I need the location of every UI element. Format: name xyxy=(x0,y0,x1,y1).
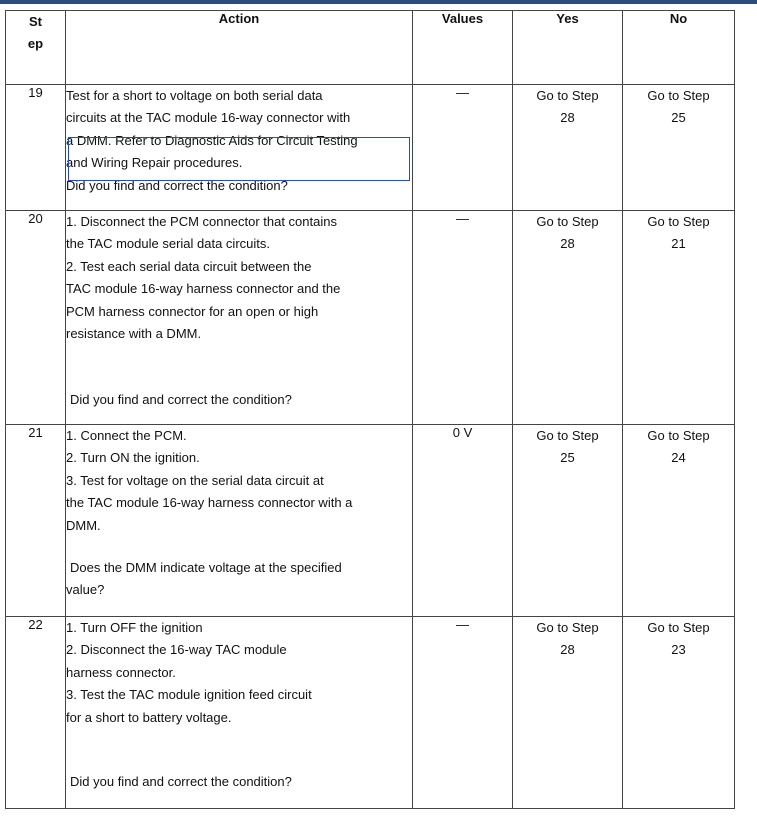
action-line: 1. Disconnect the PCM connector that contains xyxy=(66,214,337,229)
no-label: Go to Step xyxy=(647,620,710,635)
action-line: PCM harness connector for an open or high xyxy=(66,303,319,319)
table-row xyxy=(6,425,735,617)
action-line: circuits at the TAC module 16-way connector with xyxy=(66,110,351,126)
no-cell xyxy=(623,425,735,617)
no-step: 23 xyxy=(671,642,686,658)
table-row xyxy=(6,617,735,809)
yes-cell xyxy=(513,211,623,425)
table-row xyxy=(6,85,735,211)
action-cell xyxy=(66,425,413,617)
action-cell xyxy=(66,617,413,809)
header-values: Values xyxy=(413,11,513,85)
action-line: harness connector. xyxy=(66,664,176,680)
no-label: Go to Step xyxy=(647,88,710,103)
no-label: Go to Step xyxy=(647,214,710,229)
action-line: the TAC module 16-way harness connector with a xyxy=(66,495,353,511)
no-step: 21 xyxy=(671,236,686,252)
header-yes: Yes xyxy=(513,11,623,85)
value-cell: — xyxy=(413,617,513,809)
header-step xyxy=(6,11,66,85)
action-line: and Wiring Repair procedures. xyxy=(66,155,243,171)
question-line: Did you find and correct the condition? xyxy=(70,774,292,790)
yes-cell xyxy=(513,85,623,211)
yes-step: 28 xyxy=(560,236,575,252)
question-line: value? xyxy=(66,582,105,598)
yes-step: 28 xyxy=(560,110,575,126)
yes-cell xyxy=(513,617,623,809)
action-line: 1. Connect the PCM. xyxy=(66,428,187,443)
yes-label: Go to Step xyxy=(536,214,599,229)
value-cell: — xyxy=(413,211,513,425)
yes-step: 28 xyxy=(560,642,575,658)
action-line: 3. Test for voltage on the serial data circuit at xyxy=(66,472,324,488)
no-cell xyxy=(623,211,735,425)
value-cell: 0 V xyxy=(413,425,513,617)
question-line: Did you find and correct the condition? xyxy=(70,392,292,408)
no-step: 25 xyxy=(671,110,686,126)
step-number: 19 xyxy=(6,85,66,211)
action-line: 2. Test each serial data circuit between the xyxy=(66,258,312,274)
no-label: Go to Step xyxy=(647,428,710,443)
step-number: 20 xyxy=(6,211,66,425)
step-number: 22 xyxy=(6,617,66,809)
spacer xyxy=(66,345,412,389)
header-no: No xyxy=(623,11,735,85)
yes-label: Go to Step xyxy=(536,88,599,103)
table-row xyxy=(6,211,735,425)
question-line: Did you find and correct the condition? xyxy=(66,177,288,193)
action-line: 2. Disconnect the 16-way TAC module xyxy=(66,642,287,658)
yes-step: 25 xyxy=(560,450,575,466)
header-action: Action xyxy=(66,11,413,85)
action-line: resistance with a DMM. xyxy=(66,326,202,342)
step-number: 21 xyxy=(6,425,66,617)
action-line: DMM. xyxy=(66,517,101,533)
action-line: the TAC module serial data circuits. xyxy=(66,236,270,252)
yes-cell xyxy=(513,425,623,617)
action-line: 3. Test the TAC module ignition feed circuit xyxy=(66,687,312,703)
action-line: Test for a short to voltage on both serial data xyxy=(66,88,323,103)
spacer xyxy=(66,537,412,557)
yes-label: Go to Step xyxy=(536,620,599,635)
action-line: a DMM. Refer to Diagnostic Aids for Circuit Testing xyxy=(66,132,358,148)
table-header-row xyxy=(6,11,735,85)
header-step-line1: St xyxy=(29,14,42,29)
action-cell xyxy=(66,85,413,211)
action-line: TAC module 16-way harness connector and the xyxy=(66,281,341,297)
diagnostic-steps-table xyxy=(5,10,735,809)
no-step: 24 xyxy=(671,450,686,466)
action-line: for a short to battery voltage. xyxy=(66,709,232,725)
action-line: 2. Turn ON the ignition. xyxy=(66,450,200,466)
no-cell xyxy=(623,617,735,809)
header-step-line2: ep xyxy=(27,36,44,51)
action-cell xyxy=(66,211,413,425)
document-page xyxy=(0,4,757,819)
spacer xyxy=(66,729,412,771)
question-line: Does the DMM indicate voltage at the specified xyxy=(70,560,342,576)
yes-label: Go to Step xyxy=(536,428,599,443)
action-line: 1. Turn OFF the ignition xyxy=(66,620,203,635)
value-cell: — xyxy=(413,85,513,211)
no-cell xyxy=(623,85,735,211)
